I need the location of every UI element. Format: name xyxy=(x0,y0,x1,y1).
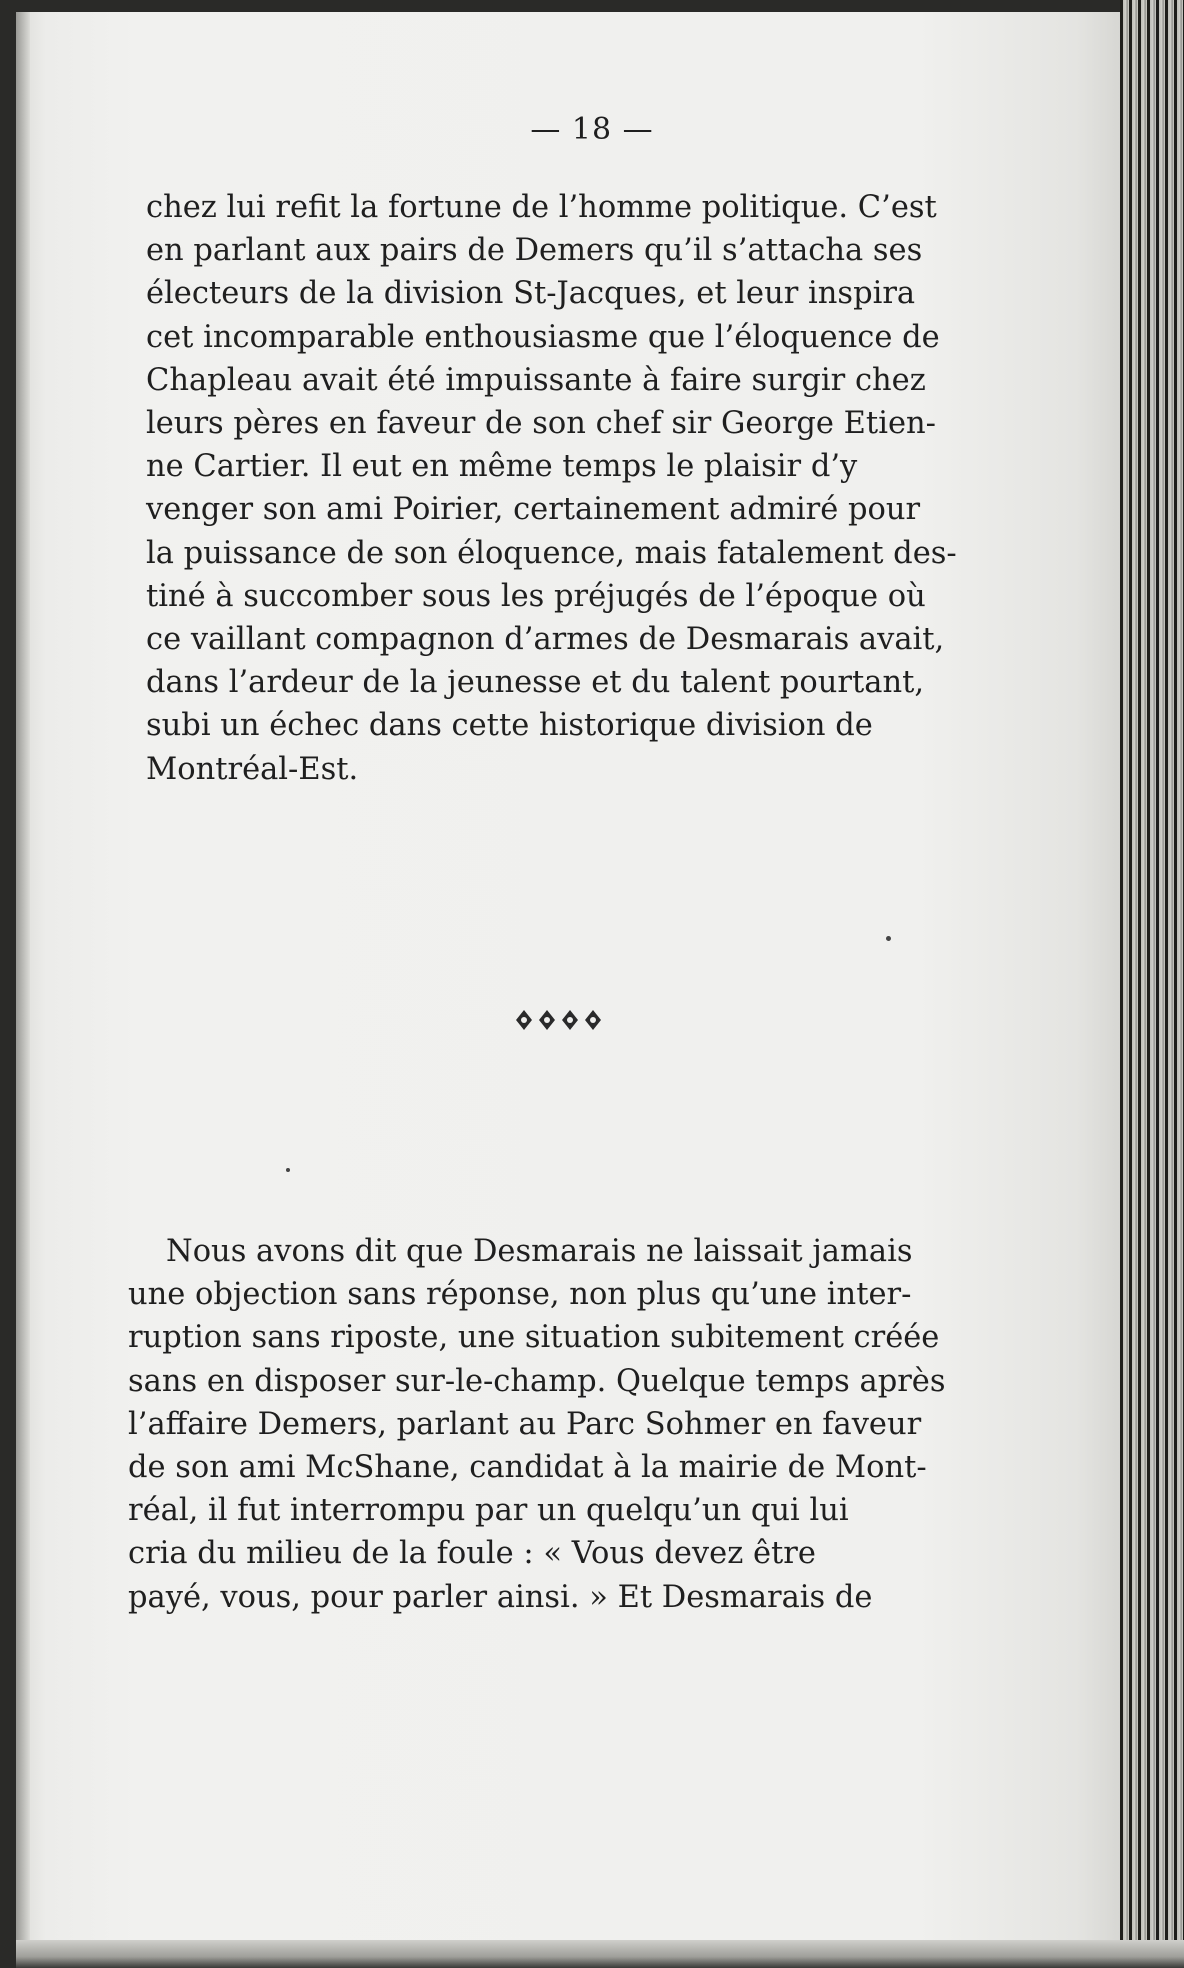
text-line: une objection sans réponse, non plus qu’une inter- xyxy=(128,1277,912,1313)
text-line: électeurs de la division St-Jacques, et leur inspira xyxy=(146,276,916,312)
text-line: tiné à succomber sous les préjugés de l’époque où xyxy=(146,578,926,614)
paragraph-1 xyxy=(146,186,986,791)
text-line: venger son ami Poirier, certainement admiré pour xyxy=(146,492,921,528)
text-line: Chapleau avait été impuissante à faire surgir chez xyxy=(146,362,926,398)
text-line: dans l’ardeur de la jeunesse et du talent pourtant, xyxy=(146,665,925,701)
binding-shadow xyxy=(16,12,30,1956)
text-line: subi un échec dans cette historique division de xyxy=(146,708,873,744)
page-number: — 18 — xyxy=(530,112,654,147)
paragraph-2 xyxy=(128,1230,978,1619)
text-line: réal, il fut interrompu par un quelqu’un qui lui xyxy=(128,1493,849,1529)
text-line: cet incomparable enthousiasme que l’éloquence de xyxy=(146,319,940,355)
text-line: ne Cartier. Il eut en même temps le plaisir d’y xyxy=(146,449,858,485)
text-line: la puissance de son éloquence, mais fatalement des- xyxy=(146,535,957,571)
text-line: de son ami McShane, candidat à la mairie de Mont- xyxy=(128,1450,927,1486)
text-line: en parlant aux pairs de Demers qu’il s’attacha ses xyxy=(146,233,923,269)
page-bottom-edge xyxy=(16,1940,1184,1968)
text-line: chez lui refit la fortune de l’homme politique. C’est xyxy=(146,190,937,225)
text-line: ruption sans riposte, une situation subitement créée xyxy=(128,1320,940,1356)
section-divider-icon xyxy=(512,1006,604,1034)
paper-speck xyxy=(286,1168,290,1172)
paper-speck xyxy=(886,936,891,941)
stacked-page-edges xyxy=(1120,0,1184,1968)
text-line: sans en disposer sur-le-champ. Quelque temps après xyxy=(128,1363,946,1399)
text-line: cria du milieu de la foule : « Vous devez être xyxy=(128,1536,816,1572)
text-line: ce vaillant compagnon d’armes de Desmarais avait, xyxy=(146,622,945,658)
text-line: l’affaire Demers, parlant au Parc Sohmer en faveur xyxy=(128,1406,922,1442)
text-line: Montréal-Est. xyxy=(146,751,359,787)
text-line: Nous avons dit que Desmarais ne laissait jamais xyxy=(166,1234,913,1269)
text-line: payé, vous, pour parler ainsi. » Et Desmarais de xyxy=(128,1579,873,1615)
text-line: leurs pères en faveur de son chef sir George Etien- xyxy=(146,406,936,442)
